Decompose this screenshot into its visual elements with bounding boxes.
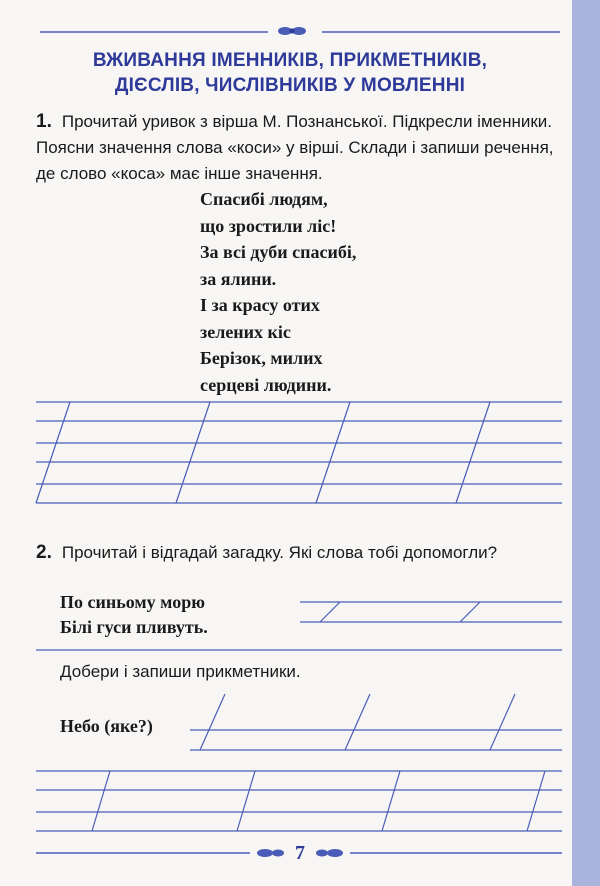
riddle	[60, 590, 208, 640]
task-1-number: 1.	[36, 111, 52, 132]
poem-line: І за красу отих	[200, 295, 320, 315]
poem-line: Спасибі людям,	[200, 189, 328, 209]
page-edge-strip	[572, 0, 600, 886]
task-2-number: 2.	[36, 542, 52, 563]
riddle-line: По синьому морю	[60, 592, 205, 612]
poem-line: за ялини.	[200, 268, 277, 289]
task-2	[36, 540, 566, 566]
adjectives-instruction: Добери і запиши прикметники.	[60, 662, 301, 681]
bottom-ornament	[0, 840, 572, 870]
poem-line: що зростили ліс!	[200, 215, 337, 236]
page-number: 7	[295, 842, 305, 864]
section-title-line-2: ДІЄСЛІВ, ЧИСЛІВНИКІВ У МОВЛЕННІ	[114, 75, 466, 96]
riddle-line: Білі гуси пливуть.	[60, 617, 208, 637]
poem-line: Берізок, милих	[200, 348, 323, 368]
poem-line: зелених кіс	[200, 321, 291, 342]
sky-prompt: Небо (яке?)	[60, 716, 153, 736]
poem-line: За всі дуби спасибі,	[200, 242, 357, 262]
task-1-writing-area[interactable]	[36, 402, 562, 503]
section-title-line-1: ВЖИВАННЯ ІМЕННИКІВ, ПРИКМЕТНИКІВ,	[92, 50, 488, 71]
poem-line: серцеві людини.	[200, 374, 332, 395]
task-2-instruction: Прочитай і відгадай загадку. Які слова тобі допомогли?	[61, 543, 498, 562]
adjectives-writing-area[interactable]	[36, 694, 562, 831]
task-1-instruction: Прочитай уривок з вірша М. Познанської. Підкресли іменники. Поясни значення слова «коси» у вірші. Склади і запиши речення, де слово «коса» має інше значення.	[36, 112, 554, 183]
